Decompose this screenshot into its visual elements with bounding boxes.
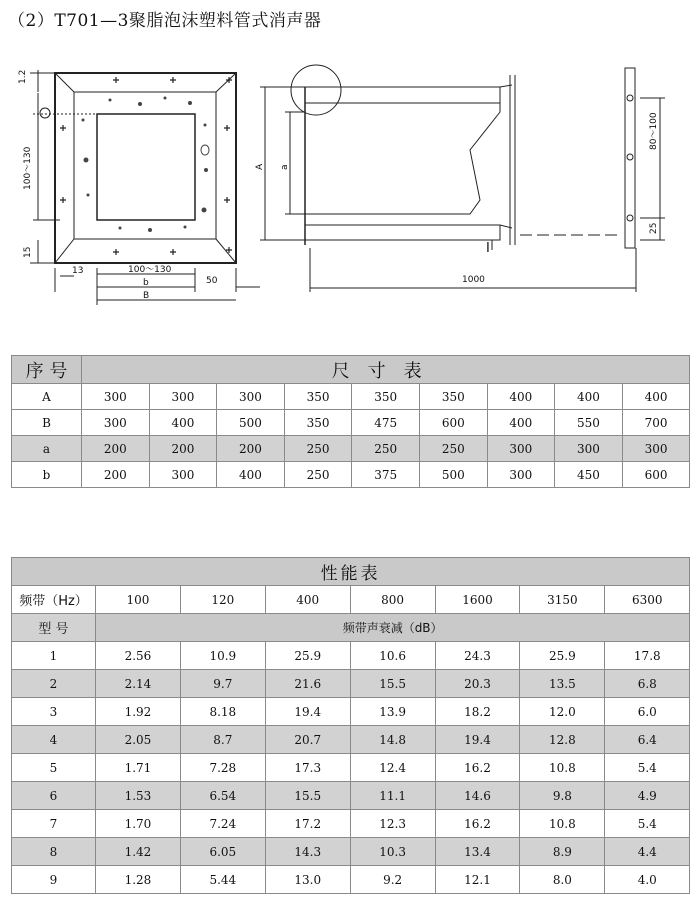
attenuation-cell: 15.5 (350, 670, 435, 698)
attenuation-cell: 6.8 (605, 670, 690, 698)
cell: 350 (284, 384, 352, 410)
attenuation-cell: 2.56 (96, 642, 181, 670)
attenuation-cell: 1.92 (96, 698, 181, 726)
attenuation-cell: 8.9 (520, 838, 605, 866)
cell: 350 (352, 384, 420, 410)
attenuation-cell: 10.8 (520, 810, 605, 838)
attenuation-cell: 1.53 (96, 782, 181, 810)
attenuation-cell: 14.8 (350, 726, 435, 754)
attenuation-cell: 17.8 (605, 642, 690, 670)
dim-a: a (280, 164, 290, 170)
type-header-row (12, 614, 690, 642)
attenuation-cell: 8.0 (520, 866, 605, 894)
attenuation-cell: 10.6 (350, 642, 435, 670)
dimension-table (11, 355, 690, 488)
band-cell: 6300 (605, 586, 690, 614)
cell: 350 (419, 384, 487, 410)
dim-80-100: 80～100 (649, 112, 659, 150)
type-label: 型 号 (12, 614, 96, 642)
cell: 375 (352, 462, 420, 488)
attenuation-cell: 20.7 (265, 726, 350, 754)
cell: 250 (284, 436, 352, 462)
type-cell: 4 (12, 726, 96, 754)
performance-table-title: 性能表 (12, 558, 690, 586)
cell: 300 (82, 384, 150, 410)
attenuation-cell: 9.8 (520, 782, 605, 810)
attenuation-cell: 12.3 (350, 810, 435, 838)
cell: 300 (149, 462, 217, 488)
cell: 700 (622, 410, 690, 436)
type-cell: 6 (12, 782, 96, 810)
attenuation-cell: 24.3 (435, 642, 520, 670)
attenuation-cell: 12.1 (435, 866, 520, 894)
attenuation-cell: 16.2 (435, 810, 520, 838)
attenuation-cell: 25.9 (265, 642, 350, 670)
band-cell: 800 (350, 586, 435, 614)
table-row (12, 436, 690, 462)
attenuation-cell: 14.6 (435, 782, 520, 810)
cell: 475 (352, 410, 420, 436)
table-row (12, 866, 690, 894)
cell: 400 (555, 384, 623, 410)
attenuation-cell: 1.28 (96, 866, 181, 894)
type-cell: 5 (12, 754, 96, 782)
cell: 450 (555, 462, 623, 488)
attenuation-cell: 4.9 (605, 782, 690, 810)
cell: 200 (82, 436, 150, 462)
cell: 400 (487, 410, 555, 436)
performance-rows (12, 642, 690, 894)
attenuation-cell: 6.05 (180, 838, 265, 866)
cell: 300 (555, 436, 623, 462)
attenuation-cell: 13.5 (520, 670, 605, 698)
cell: 200 (149, 436, 217, 462)
table-row (12, 726, 690, 754)
attenuation-cell: 25.9 (520, 642, 605, 670)
dim-50: 50 (206, 276, 218, 286)
table-row (12, 698, 690, 726)
row-label: a (12, 436, 82, 462)
band-label: 频带（Hz） (12, 586, 96, 614)
row-label: A (12, 384, 82, 410)
attenuation-cell: 15.5 (265, 782, 350, 810)
attenuation-cell: 8.18 (180, 698, 265, 726)
attenuation-cell: 7.28 (180, 754, 265, 782)
type-cell: 8 (12, 838, 96, 866)
attenuation-cell: 1.70 (96, 810, 181, 838)
section-mark-I: I (486, 241, 490, 256)
attenuation-cell: 12.0 (520, 698, 605, 726)
table-row (12, 462, 690, 488)
attenuation-cell: 5.4 (605, 810, 690, 838)
attenuation-cell: 19.4 (265, 698, 350, 726)
cell: 300 (622, 436, 690, 462)
attenuation-cell: 1.71 (96, 754, 181, 782)
serial-label: 序 号 (12, 356, 82, 384)
attenuation-cell: 12.4 (350, 754, 435, 782)
table-row (12, 410, 690, 436)
attenuation-cell: 10.8 (520, 754, 605, 782)
band-cell: 1600 (435, 586, 520, 614)
dim-13: 13 (72, 266, 84, 276)
cell: 300 (149, 384, 217, 410)
band-cell: 400 (265, 586, 350, 614)
table-row (12, 754, 690, 782)
cell: 300 (487, 462, 555, 488)
attenuation-cell: 12.8 (520, 726, 605, 754)
table-row (12, 670, 690, 698)
cell: 400 (217, 462, 285, 488)
outer-frame (55, 73, 236, 263)
attenuation-cell: 6.0 (605, 698, 690, 726)
cell: 200 (217, 436, 285, 462)
attenuation-label: 频带声衰减（dB） (96, 614, 690, 642)
cell: 600 (622, 462, 690, 488)
cell: 400 (622, 384, 690, 410)
dim-15: 15 (23, 246, 33, 258)
cell: 500 (217, 410, 285, 436)
dim-A: A (255, 163, 265, 170)
type-cell: 1 (12, 642, 96, 670)
cell: 250 (352, 436, 420, 462)
cell: 550 (555, 410, 623, 436)
band-cell: 120 (180, 586, 265, 614)
attenuation-cell: 17.2 (265, 810, 350, 838)
dim-25: 25 (649, 222, 659, 234)
attenuation-cell: 17.3 (265, 754, 350, 782)
cell: 400 (149, 410, 217, 436)
attenuation-cell: 10.3 (350, 838, 435, 866)
cell: 400 (487, 384, 555, 410)
table-row (12, 642, 690, 670)
attenuation-cell: 18.2 (435, 698, 520, 726)
type-cell: 7 (12, 810, 96, 838)
attenuation-cell: 13.4 (435, 838, 520, 866)
dim-100-130-vertical: 100～130 (23, 146, 33, 190)
type-cell: 9 (12, 866, 96, 894)
table-row (12, 782, 690, 810)
dim-B: B (143, 291, 150, 301)
attenuation-cell: 9.2 (350, 866, 435, 894)
table-row (12, 810, 690, 838)
dim-1-2: 1.2 (18, 69, 28, 84)
cell: 200 (82, 462, 150, 488)
attenuation-cell: 1.42 (96, 838, 181, 866)
band-cell: 100 (96, 586, 181, 614)
attenuation-cell: 14.3 (265, 838, 350, 866)
attenuation-cell: 20.3 (435, 670, 520, 698)
cell: 300 (487, 436, 555, 462)
dim-1000: 1000 (462, 275, 485, 285)
cell: 250 (284, 462, 352, 488)
attenuation-cell: 6.4 (605, 726, 690, 754)
dim-100-130-horizontal: 100～130 (128, 265, 172, 275)
cell: 350 (284, 410, 352, 436)
cell: 300 (82, 410, 150, 436)
silencer-drawing (0, 40, 700, 340)
attenuation-cell: 4.4 (605, 838, 690, 866)
attenuation-cell: 5.44 (180, 866, 265, 894)
dimension-table-title: 尺寸表 (82, 356, 690, 384)
attenuation-cell: 4.0 (605, 866, 690, 894)
attenuation-cell: 8.7 (180, 726, 265, 754)
attenuation-cell: 16.2 (435, 754, 520, 782)
type-cell: 3 (12, 698, 96, 726)
row-label: B (12, 410, 82, 436)
table-row (12, 384, 690, 410)
inner-opening (97, 114, 195, 220)
attenuation-cell: 2.14 (96, 670, 181, 698)
attenuation-cell: 5.4 (605, 754, 690, 782)
cell: 500 (419, 462, 487, 488)
attenuation-cell: 7.24 (180, 810, 265, 838)
attenuation-cell: 21.6 (265, 670, 350, 698)
attenuation-cell: 11.1 (350, 782, 435, 810)
attenuation-cell: 13.9 (350, 698, 435, 726)
band-row (12, 586, 690, 614)
attenuation-cell: 10.9 (180, 642, 265, 670)
dim-b: b (143, 278, 149, 288)
attenuation-cell: 9.7 (180, 670, 265, 698)
type-cell: 2 (12, 670, 96, 698)
cell: 300 (217, 384, 285, 410)
cell: 250 (419, 436, 487, 462)
cell: 600 (419, 410, 487, 436)
table-row (12, 838, 690, 866)
dimension-table-header (12, 356, 690, 384)
attenuation-cell: 13.0 (265, 866, 350, 894)
performance-table (11, 557, 690, 894)
attenuation-cell: 2.05 (96, 726, 181, 754)
page-title: （2）T701—3聚脂泡沫塑料管式消声器 (8, 11, 322, 31)
attenuation-cell: 6.54 (180, 782, 265, 810)
row-label: b (12, 462, 82, 488)
band-cell: 3150 (520, 586, 605, 614)
attenuation-cell: 19.4 (435, 726, 520, 754)
